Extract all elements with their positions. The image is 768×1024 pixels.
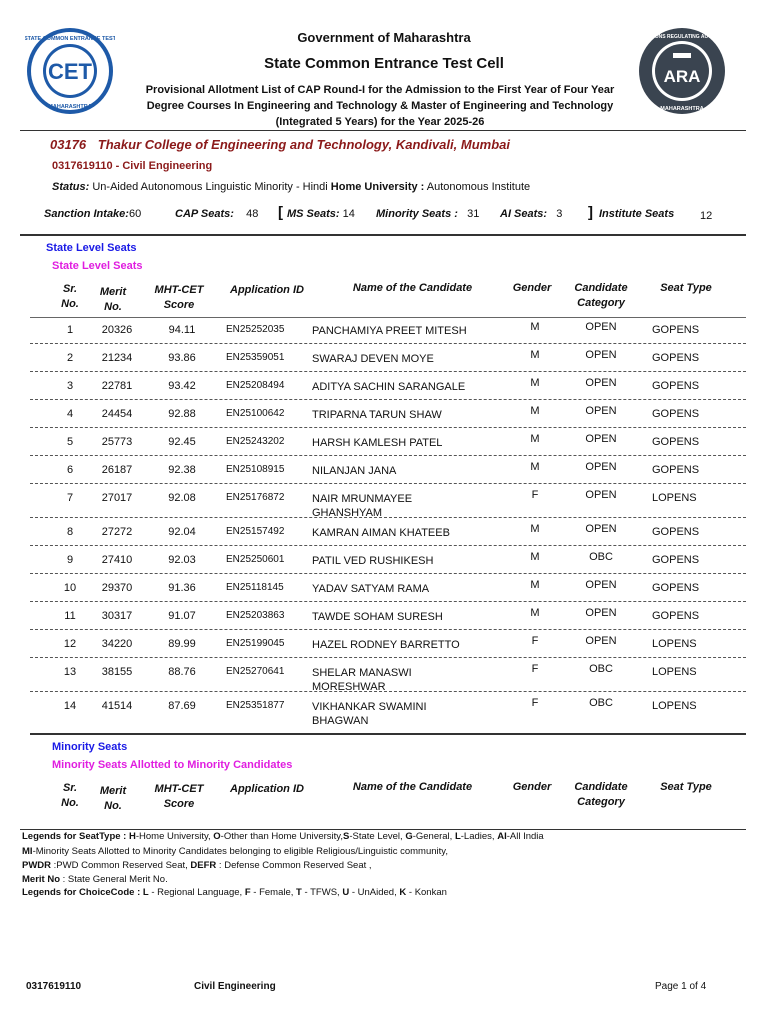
minority-col-candidate-name: Name of the Candidate [352, 781, 473, 793]
cell-application-id: EN25176872 [226, 492, 285, 503]
legend-code: L [454, 831, 461, 842]
row-divider [30, 343, 746, 344]
status-value: Un-Aided Autonomous Linguistic Minority - Hindi [92, 181, 328, 193]
col-candidate-name: Name of the Candidate [352, 282, 473, 294]
college-status [52, 181, 530, 193]
legend-code: MI [22, 846, 33, 857]
minority-col-category-line2: Category [577, 796, 625, 808]
cell-merit-no: 34220 [101, 638, 133, 650]
cell-gender: F [531, 635, 539, 647]
row-divider [30, 657, 746, 658]
table-row [30, 349, 746, 377]
candidate-name-line1: ADITYA SACHIN SARANGALE [312, 381, 466, 393]
cell-score: 87.69 [168, 700, 196, 712]
cell-application-id: EN25157492 [226, 526, 285, 537]
status-label: Status: [52, 181, 90, 193]
minority-col-gender: Gender [512, 781, 552, 793]
footer-course-code: 0317619110 [26, 981, 82, 992]
cap-value: 48 [246, 208, 259, 220]
legend-text: :PWD Common Reserved Seat, [51, 860, 191, 871]
cell-category: OBC [589, 551, 613, 563]
cell-score: 92.45 [168, 436, 196, 448]
cell-score: 92.38 [168, 464, 196, 476]
course-name: 0317619110 - Civil Engineering [52, 160, 213, 172]
table-row [30, 523, 746, 551]
cell-seat-type: LOPENS [652, 700, 697, 712]
cell-candidate-name [312, 638, 502, 652]
cell-candidate-name [312, 436, 502, 450]
bracket-close: ] [588, 204, 593, 221]
ara-logo-top-text: ADMISSIONS REGULATING AUTHORITY [637, 34, 727, 40]
col-category-line2: Category [577, 297, 625, 309]
ara-logo-bottom-text: MAHARASHTRA [660, 106, 704, 112]
ara-logo-text: ARA [663, 67, 701, 86]
cell-merit-no: 20326 [101, 324, 133, 336]
cell-sr-no: 14 [63, 700, 77, 712]
cell-category: OPEN [585, 377, 617, 389]
legend-code: DEFR [190, 860, 217, 871]
ai-seats [500, 208, 562, 220]
cell-seat-type: GOPENS [652, 352, 700, 364]
cell-merit-no: 21234 [101, 352, 133, 364]
cell-candidate-name [312, 408, 502, 422]
legend-seat-type [22, 830, 544, 844]
cell-sr-no: 11 [64, 610, 76, 622]
legend-text: - TFWS, [301, 887, 343, 898]
cap-seats [175, 208, 258, 220]
legend-code: S [342, 831, 350, 842]
bracket-open: [ [278, 204, 283, 221]
cell-sr-no: 5 [66, 436, 74, 448]
legend-seattype-label: Legends for SeatType : [22, 831, 127, 842]
row-divider [30, 371, 746, 372]
cell-application-id: EN25199045 [226, 638, 285, 649]
legend-text: : Defense Common Reserved Seat , [216, 860, 372, 871]
cet-logo-bottom-text: MAHARASHTRA [48, 104, 92, 110]
home-university-value: Autonomous Institute [426, 181, 531, 193]
table-row [30, 635, 746, 663]
cell-seat-type: GOPENS [652, 380, 700, 392]
row-divider [30, 691, 746, 692]
candidate-name-line1: HAZEL RODNEY BARRETTO [312, 639, 460, 651]
cell-merit-no: 27017 [101, 492, 133, 504]
candidate-name-line2: BHAGWAN [312, 715, 369, 727]
col-score-line2: Score [163, 299, 195, 311]
cell-merit-no: 41514 [101, 700, 133, 712]
footer-page-number: Page 1 of 4 [655, 981, 707, 992]
legend-code: T [296, 887, 302, 898]
legend-text: -State Level, [349, 831, 406, 842]
legend-code: AI [497, 831, 507, 842]
cell-application-id: EN25118145 [226, 582, 284, 593]
legend-code: H [128, 831, 136, 842]
cell-candidate-name [312, 464, 502, 478]
candidate-name-line1: NAIR MRUNMAYEE [312, 493, 413, 505]
cell-sr-no: 8 [66, 526, 74, 538]
cell-seat-type: GOPENS [652, 464, 700, 476]
cell-application-id: EN25359051 [226, 352, 285, 363]
government-title: Government of Maharashtra [297, 30, 471, 45]
cell-score: 91.07 [168, 610, 196, 622]
cet-logo-text: CET [48, 59, 92, 84]
cell-application-id: EN25351877 [226, 700, 285, 711]
cell-category: OPEN [585, 321, 617, 333]
legend-choicecode-label: Legends for ChoiceCode : [22, 887, 141, 898]
cell-candidate-name [312, 380, 502, 394]
cell-merit-no: 27272 [101, 526, 133, 538]
row-divider [30, 545, 746, 546]
cell-score: 89.99 [168, 638, 196, 650]
cell-score: 94.11 [168, 324, 196, 336]
legend-text: -Ladies, [460, 831, 498, 842]
ms-seats [287, 208, 355, 220]
cell-title: State Common Entrance Test Cell [264, 55, 504, 72]
col-sr-line1: Sr. [62, 283, 78, 295]
cell-merit-no: 22781 [101, 380, 133, 392]
cell-category: OPEN [585, 523, 617, 535]
cell-merit-no: 26187 [101, 464, 133, 476]
cell-application-id: EN25243202 [226, 436, 285, 447]
candidate-name-line1: NILANJAN JANA [312, 465, 397, 477]
cell-candidate-name [312, 610, 502, 624]
sanction-value: 60 [128, 208, 142, 220]
ai-label: AI Seats: [500, 208, 548, 220]
col-category [568, 281, 634, 311]
row-divider [30, 517, 746, 518]
cell-gender: M [530, 607, 540, 619]
cell-score: 88.76 [168, 666, 196, 678]
state-header-divider [30, 317, 746, 318]
col-sr-line2: No. [61, 298, 79, 310]
state-section-subtitle: State Level Seats [52, 260, 143, 272]
table-row [30, 377, 746, 405]
cell-application-id: EN25250601 [226, 554, 285, 565]
candidate-name-line1: SHELAR MANASWI [312, 667, 412, 679]
candidate-name-line1: HARSH KAMLESH PATEL [312, 437, 443, 449]
table-row [30, 433, 746, 461]
legend-text: -Other than Home University, [220, 831, 343, 842]
description-line-1: Provisional Allotment List of CAP Round-I for the Admission to the First Year of Four Year [145, 84, 615, 96]
legend-code: O [213, 831, 221, 842]
legend-text: - Regional Language, [148, 887, 245, 898]
cell-gender: M [530, 433, 540, 445]
col-category-line1: Candidate [574, 282, 628, 294]
cell-candidate-name [312, 492, 502, 520]
ms-label: MS Seats: [287, 208, 340, 220]
cell-gender: M [530, 579, 540, 591]
legend-text: - Female, [250, 887, 297, 898]
minority-col-sr-line1: Sr. [62, 782, 78, 794]
candidate-name-line2: MORESHWAR [312, 681, 386, 693]
cell-score: 92.04 [168, 526, 196, 538]
cell-seat-type: LOPENS [652, 666, 697, 678]
cell-sr-no: 9 [66, 554, 74, 566]
candidate-name-line1: TRIPARNA TARUN SHAW [312, 409, 442, 421]
cell-seat-type: LOPENS [652, 638, 697, 650]
candidate-name-line2: GHANSHYAM [312, 507, 383, 519]
cell-gender: M [530, 321, 540, 333]
cell-category: OBC [589, 697, 613, 709]
cet-logo-top-text: STATE COMMON ENTRANCE TEST [25, 36, 115, 42]
cell-sr-no: 3 [66, 380, 74, 392]
cell-category: OPEN [585, 405, 617, 417]
cell-gender: F [531, 489, 539, 501]
ai-value: 3 [556, 208, 563, 220]
institute-seats-value: 12 [700, 210, 713, 222]
cell-seat-type: GOPENS [652, 582, 700, 594]
inst-label: Institute Seats [599, 208, 675, 220]
state-section-title: State Level Seats [46, 242, 137, 254]
cell-category: OBC [589, 663, 613, 675]
cell-score: 93.42 [168, 380, 196, 392]
legend-pwdr [22, 859, 372, 873]
table-row [30, 579, 746, 607]
minority-col-score [148, 782, 210, 812]
cell-gender: M [530, 523, 540, 535]
col-score-line1: MHT-CET [154, 284, 204, 296]
legend-code: U [342, 887, 350, 898]
candidate-name-line1: TAWDE SOHAM SURESH [312, 611, 443, 623]
minority-label: Minority Seats : [376, 208, 458, 220]
footer-course-name: Civil Engineering [194, 981, 276, 992]
cell-merit-no: 29370 [101, 582, 133, 594]
cell-sr-no: 1 [66, 324, 74, 336]
cell-score: 92.08 [168, 492, 196, 504]
cell-application-id: EN25108915 [226, 464, 285, 475]
description-line-3: (Integrated 5 Years) for the Year 2025-26 [275, 116, 485, 128]
cell-seat-type: GOPENS [652, 324, 700, 336]
cell-category: OPEN [585, 607, 617, 619]
legend-text: -All India [506, 831, 544, 842]
description-line-2: Degree Courses In Engineering and Technology & Master of Engineering and Technology [146, 100, 614, 112]
table-row [30, 607, 746, 635]
cell-seat-type: GOPENS [652, 408, 700, 420]
cell-sr-no: 4 [66, 408, 74, 420]
cell-gender: M [530, 461, 540, 473]
cell-sr-no: 6 [66, 464, 74, 476]
col-seat-type: Seat Type [660, 282, 712, 294]
cell-application-id: EN25208494 [226, 380, 285, 391]
cell-gender: F [531, 697, 539, 709]
college-code: 03176 [50, 137, 87, 152]
legend-code: PWDR [22, 860, 52, 871]
table-row [30, 321, 746, 349]
col-merit-line1: Merit [99, 286, 127, 298]
cell-seat-type: GOPENS [652, 526, 700, 538]
cell-category: OPEN [585, 349, 617, 361]
col-score [148, 283, 210, 313]
minority-seats [376, 208, 479, 220]
legend-text: - UnAided, [349, 887, 400, 898]
row-divider [30, 573, 746, 574]
cell-gender: M [530, 349, 540, 361]
legend-code: L [142, 887, 149, 898]
legend-text: -Minority Seats Allotted to Minority Candidates belonging to eligible Religious/Linguistic community, [32, 846, 448, 857]
minority-col-score-line1: MHT-CET [154, 783, 204, 795]
header-divider [20, 130, 746, 131]
minority-value: 31 [467, 208, 480, 220]
ms-value: 14 [342, 208, 355, 220]
cell-candidate-name [312, 526, 502, 540]
cell-gender: M [530, 377, 540, 389]
row-divider [30, 455, 746, 456]
cell-sr-no: 10 [63, 582, 77, 594]
legend-merit-no [22, 873, 168, 887]
table-row [30, 697, 746, 731]
candidate-name-line1: PANCHAMIYA PREET MITESH [312, 325, 467, 337]
cell-seat-type: LOPENS [652, 492, 697, 504]
legend-text: : State General Merit No. [60, 874, 168, 885]
candidate-name-line1: PATIL VED RUSHIKESH [312, 555, 434, 567]
cap-label: CAP Seats: [175, 208, 234, 220]
cell-category: OPEN [585, 433, 617, 445]
cell-seat-type: GOPENS [652, 436, 700, 448]
home-university-label: Home University : [330, 181, 425, 193]
cell-gender: F [531, 663, 539, 675]
cell-gender: M [530, 405, 540, 417]
col-application-id: Application ID [230, 284, 304, 296]
cell-candidate-name [312, 700, 502, 728]
institute-seats-label [599, 208, 674, 220]
cell-category: OPEN [585, 635, 617, 647]
cell-category: OPEN [585, 489, 617, 501]
cell-candidate-name [312, 582, 502, 596]
minority-section-title: Minority Seats [52, 741, 128, 753]
cell-score: 92.03 [168, 554, 196, 566]
cell-candidate-name [312, 324, 502, 338]
cell-candidate-name [312, 352, 502, 366]
candidate-name-line1: KAMRAN AIMAN KHATEEB [312, 527, 450, 539]
minority-col-score-line2: Score [163, 798, 195, 810]
cell-gender: M [530, 551, 540, 563]
cell-application-id: EN25270641 [226, 666, 285, 677]
candidate-name-line1: SWARAJ DEVEN MOYE [312, 353, 434, 365]
cell-sr-no: 7 [66, 492, 74, 504]
legend-code: G [405, 831, 413, 842]
intake-divider [20, 234, 746, 236]
row-divider [30, 427, 746, 428]
candidate-name-line1: YADAV SATYAM RAMA [312, 583, 430, 595]
legend-code: K [399, 887, 407, 898]
cell-merit-no: 30317 [101, 610, 133, 622]
cell-application-id: EN25252035 [226, 324, 285, 335]
minority-section-subtitle: Minority Seats Allotted to Minority Candidates [52, 759, 293, 771]
minority-col-sr-line2: No. [61, 797, 79, 809]
col-gender: Gender [512, 282, 552, 294]
college-name: Thakur College of Engineering and Technology, Kandivali, Mumbai [97, 137, 510, 152]
college-heading [50, 137, 510, 152]
sanction-intake [44, 208, 141, 220]
cell-application-id: EN25203863 [226, 610, 285, 621]
legend-choice-code [22, 886, 447, 900]
legend-text: -General, [412, 831, 455, 842]
table-row [30, 461, 746, 489]
minority-col-merit-line1: Merit [99, 785, 127, 797]
cell-merit-no: 24454 [101, 408, 133, 420]
cell-merit-no: 25773 [101, 436, 133, 448]
cell-sr-no: 12 [63, 638, 77, 650]
row-divider [30, 483, 746, 484]
cell-sr-no: 2 [66, 352, 74, 364]
cell-merit-no: 27410 [101, 554, 133, 566]
cell-seat-type: GOPENS [652, 610, 700, 622]
legend-text: -Home University, [135, 831, 214, 842]
col-sr-no [55, 282, 85, 312]
legend-code: F [244, 887, 251, 898]
candidate-name-line1: VIKHANKAR SWAMINI [312, 701, 427, 713]
minority-col-sr-no [55, 781, 85, 811]
cell-category: OPEN [585, 461, 617, 473]
document-description [130, 82, 630, 130]
legend-code: Merit No [22, 874, 60, 885]
cell-candidate-name [312, 666, 502, 694]
state-table-end-divider [30, 733, 746, 735]
cell-score: 91.36 [168, 582, 196, 594]
legend-minority [22, 845, 448, 859]
row-divider [30, 399, 746, 400]
row-divider [30, 629, 746, 630]
row-divider [30, 601, 746, 602]
legend-text: - Konkan [406, 887, 447, 898]
minority-col-category-line1: Candidate [574, 781, 628, 793]
sanction-label: Sanction Intake: [44, 208, 129, 220]
minority-col-category [568, 780, 634, 810]
table-row [30, 551, 746, 579]
col-merit-no [92, 285, 134, 315]
cell-seat-type: GOPENS [652, 554, 700, 566]
minority-col-merit-no [92, 784, 134, 814]
table-row [30, 405, 746, 433]
minority-col-merit-line2: No. [104, 800, 122, 812]
cell-merit-no: 38155 [101, 666, 133, 678]
cell-category: OPEN [585, 579, 617, 591]
cell-candidate-name [312, 554, 502, 568]
cell-score: 92.88 [168, 408, 196, 420]
cell-application-id: EN25100642 [226, 408, 285, 419]
minority-col-application-id: Application ID [230, 783, 304, 795]
col-merit-line2: No. [104, 301, 122, 313]
minority-col-seat-type: Seat Type [660, 781, 712, 793]
cell-sr-no: 13 [63, 666, 77, 678]
cell-score: 93.86 [168, 352, 196, 364]
